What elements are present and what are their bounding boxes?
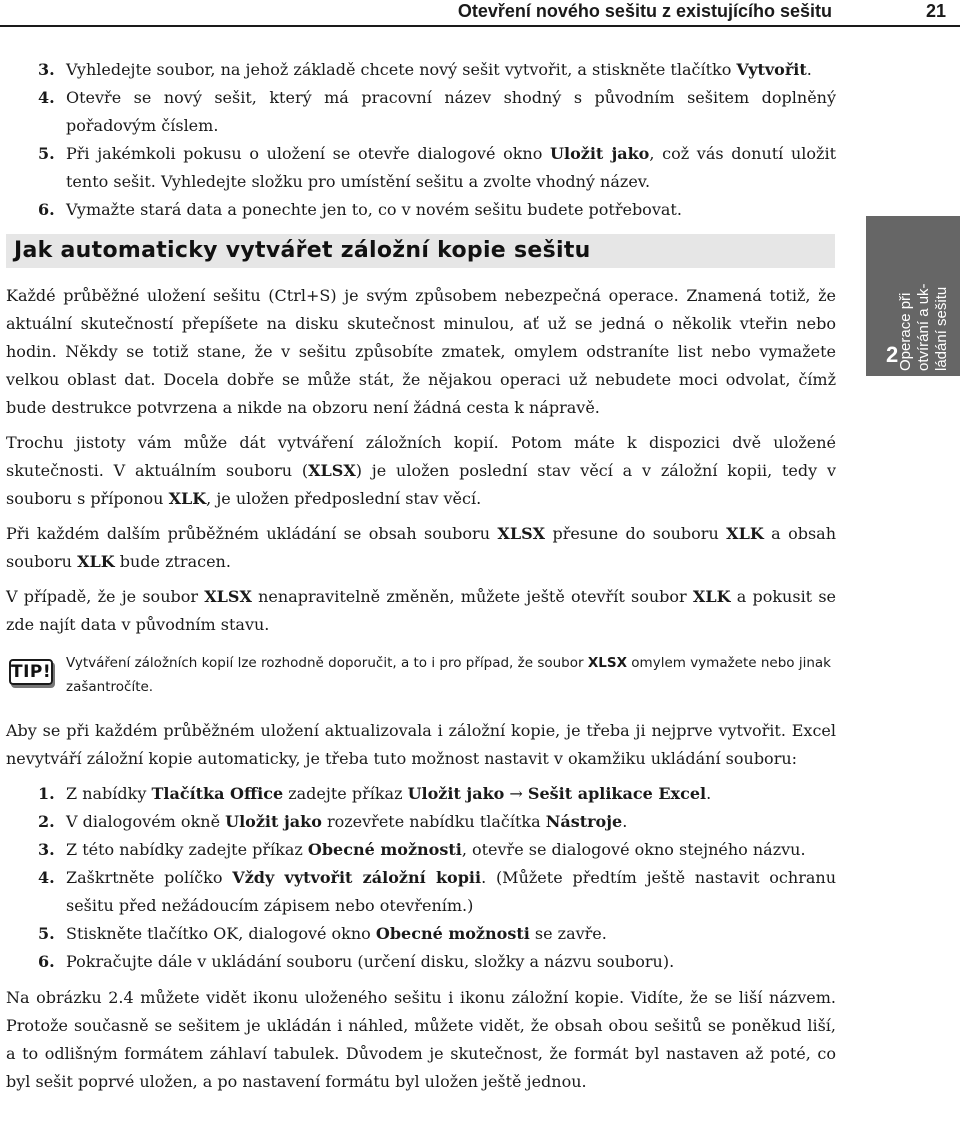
steps-list-bottom: [6, 780, 836, 976]
chapter-side-tab: [866, 216, 960, 376]
step-number: 6.: [38, 200, 55, 219]
step-number: 4.: [38, 868, 55, 887]
list-item: 5. Stiskněte tlačítko OK, dialogové okno Obecné možnosti se zavře.: [6, 920, 836, 948]
step-number: 1.: [38, 784, 55, 803]
paragraph: Trochu jistoty vám může dát vytváření záložních kopií. Potom máte k dispozici dvě uložené skutečnosti. V aktuálním souboru (XLSX) je uložen poslední stav věcí a v záložní kopii, tedy v souboru s příponou XLK, je uložen předposlední stav věcí.: [6, 433, 836, 508]
paragraph: Na obrázku 2.4 můžete vidět ikonu uloženého sešitu i ikonu záložní kopie. Vidíte, že se liší názvem. Protože současně se sešitem je ukládán i náhled, můžete vidět, že obsah obou sešitů se poněkud liší, a to odlišným formátem záhlaví tabulek. Důvodem je skutečnost, že formát byl nastaven až poté, co byl sešit poprvé uložen, a po nastavení formátu byl uložen ještě jednou.: [6, 988, 836, 1091]
list-item: 5. Při jakémkoli pokusu o uložení se otevře dialogové okno Uložit jako, což vás donutí uložit tento sešit. Vyhledejte složku pro umístění sešitu a zvolte vhodný název.: [6, 140, 836, 196]
running-header: [0, 0, 960, 27]
list-item: 1. Z nabídky Tlačítka Office zadejte příkaz Uložit jako → Sešit aplikace Excel.: [6, 780, 836, 808]
chapter-number: 2: [886, 342, 899, 367]
running-header-title: Otevření nového sešitu z existujícího sešitu: [457, 1, 832, 21]
tip-box: [6, 651, 836, 707]
tip-text: Vytváření záložních kopií lze rozhodně doporučit, a to i pro případ, že soubor XLSX omylem vymažete nebo jinak zašantročíte.: [66, 655, 832, 695]
paragraph: Při každém dalším průběžném ukládání se obsah souboru XLSX přesune do souboru XLK a obsah souboru XLK bude ztracen.: [6, 524, 837, 571]
step-number: 6.: [38, 952, 55, 971]
list-item: 6. Pokračujte dále v ukládání souboru (určení disku, složky a názvu souboru).: [6, 948, 836, 976]
step-number: 4.: [38, 88, 55, 107]
paragraph: Každé průběžné uložení sešitu (Ctrl+S) je svým způsobem nebezpečná operace. Znamená totiž, že aktuální skutečností přepíšete na disku skutečnost minulou, ať už se jedná o několik vteřin nebo hodin. Někdy se totiž stane, že v sešitu způsobíte zmatek, omylem odstraníte list nebo vymažete velkou oblast dat. Docela dobře se může stát, že nějakou operaci už nebudete moci odvolat, čímž bude destrukce potvrzena a nikde na obzoru není žádná cesta k nápravě.: [6, 286, 836, 417]
list-item: 2. V dialogovém okně Uložit jako rozevřete nabídku tlačítka Nástroje.: [6, 808, 836, 836]
steps-list-top: [6, 56, 836, 224]
list-item: 4. Zaškrtněte políčko Vždy vytvořit záložní kopii. (Můžete předtím ještě nastavit ochranu sešitu před nežádoucím zápisem nebo otevřením.): [6, 864, 836, 920]
list-item: 6. Vymažte stará data a ponechte jen to, co v novém sešitu budete potřebovat.: [6, 196, 836, 224]
paragraph: V případě, že je soubor XLSX nenapravitelně změněn, můžete ještě otevřít soubor XLK a pokusit se zde najít data v původním stavu.: [6, 587, 837, 634]
list-item: 4. Otevře se nový sešit, který má pracovní název shodný s původním sešitem doplněný pořadovým číslem.: [6, 84, 836, 140]
step-number: 2.: [38, 812, 55, 831]
tip-icon: TIP!: [9, 659, 53, 685]
section-heading: Jak automaticky vytvářet záložní kopie sešitu: [6, 234, 835, 268]
step-number: 3.: [38, 840, 55, 859]
step-number: 5.: [38, 144, 55, 163]
list-item: 3. Z této nabídky zadejte příkaz Obecné možnosti, otevře se dialogové okno stejného názvu.: [6, 836, 836, 864]
page-content: [6, 56, 836, 1103]
chapter-tab-title: Operace při otvírání a uk- ládání sešitu: [897, 283, 950, 371]
paragraph: Aby se při každém průběžném uložení aktualizovala i záložní kopie, je třeba ji nejprve vytvořit. Excel nevytváří záložní kopie automaticky, je třeba tuto možnost nastavit v okamžiku ukládání souboru:: [6, 721, 836, 768]
step-number: 3.: [38, 60, 55, 79]
step-number: 5.: [38, 924, 55, 943]
list-item: 3. Vyhledejte soubor, na jehož základě chcete nový sešit vytvořit, a stiskněte tlačítko Vytvořit.: [6, 56, 836, 84]
page-number: 21: [925, 1, 946, 21]
